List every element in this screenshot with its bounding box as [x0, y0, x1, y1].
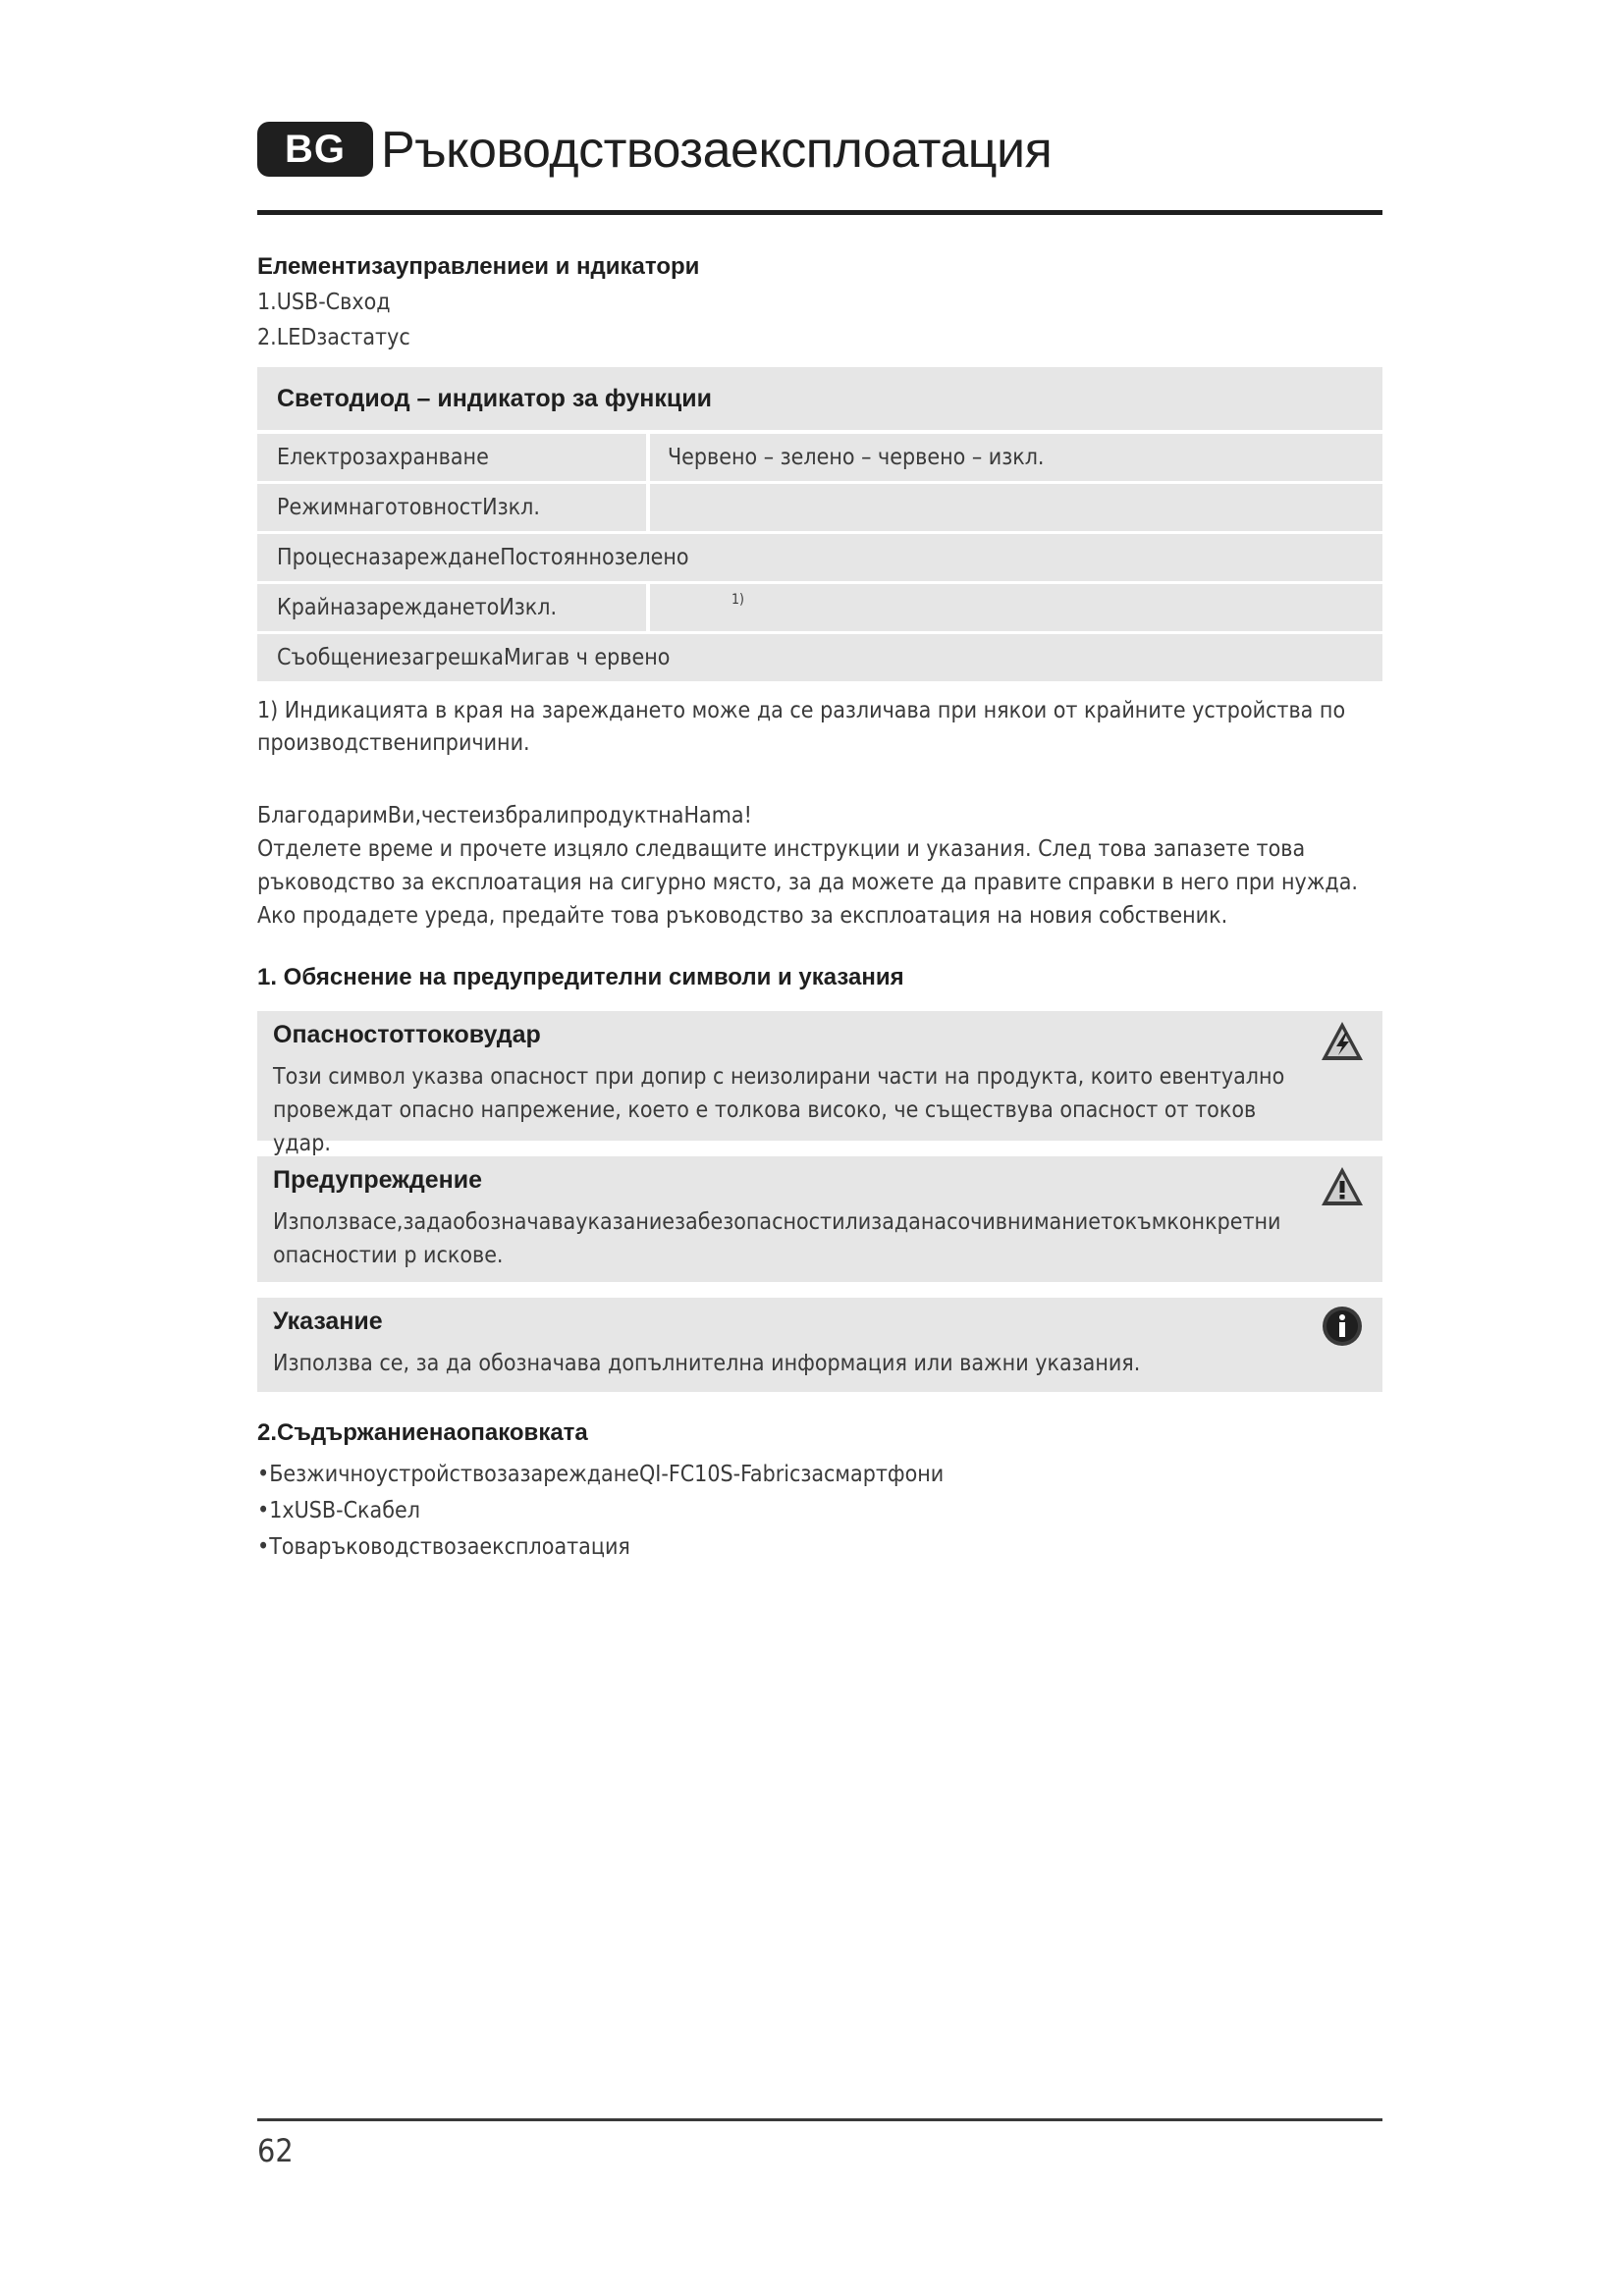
table-row — [257, 484, 1382, 531]
controls-section — [257, 249, 1382, 355]
box-text — [273, 1205, 1314, 1272]
table-cell-label: КрайназарежданетоИзкл. — [257, 584, 646, 631]
section2 — [257, 1415, 1382, 1566]
box-text-line: Използва се, за да обозначава допълнителна информация или важни указания. — [273, 1351, 1141, 1376]
page-header — [257, 116, 1382, 210]
intro-line: БлагодаримВи,честеизбралипродуктнаHama! — [257, 803, 752, 828]
intro-line: Ако продадете уреда, предайте това ръководство за експлоатация на новия собственик. — [257, 903, 1228, 929]
warning-box — [257, 1156, 1382, 1282]
table-cell-value — [650, 584, 1382, 631]
box-text-line: Използвасе,задаобозначавауказаниезабезопасностилизаданасочивниманиетокъмконкретни — [273, 1209, 1281, 1235]
electric-shock-box — [257, 1011, 1382, 1156]
list-item: •1xUSB-Скабел — [257, 1498, 420, 1523]
table-cell-label: ПроцесназарежданеПостояннозелено — [257, 534, 1382, 581]
table-row — [257, 534, 1382, 581]
list-item: •Товаръководствозаексплоатация — [257, 1534, 630, 1560]
box-text — [273, 1347, 1314, 1380]
table-cell-label: Електрозахранване — [257, 434, 646, 481]
footer-divider — [257, 2118, 1382, 2121]
info-icon — [1320, 1304, 1365, 1349]
footnote-line: производственипричини. — [257, 730, 530, 756]
box-text-line: провеждат опасно напрежение, което е толкова високо, че съществува опасност от токов удар. — [273, 1097, 1257, 1156]
led-indicator-table — [257, 367, 1382, 684]
table-cell-value: Червено – зелено – червено – изкл. — [650, 434, 1382, 481]
list-item: •БезжичноустройствозазарежданеQI-FC10S-Fabricзасмартфони — [257, 1462, 945, 1487]
page-title: Ръководствозаексплоатация — [381, 122, 1053, 179]
table-cell-value — [650, 484, 1382, 531]
table-row — [257, 434, 1382, 481]
footnote-line: 1) Индикацията в края на зареждането може да се различава при някои от крайните устройства по — [257, 698, 1346, 723]
section-heading: 1. Обяснение на предупредителни символи и указания — [257, 964, 904, 990]
controls-heading: Елементизауправлениеи и ндикатори — [257, 253, 700, 280]
section-heading: 2.Съдържаниенаопаковката — [257, 1419, 588, 1446]
header-divider — [257, 210, 1382, 215]
footnote-marker: 1) — [731, 592, 744, 608]
led-table-title: Светодиод – индикатор за функции — [257, 367, 1382, 430]
electric-shock-warning-icon — [1320, 1019, 1365, 1064]
section1-heading — [257, 960, 1382, 995]
page-number: 62 — [257, 2132, 294, 2169]
controls-item: 2.LEDзастатус — [257, 325, 410, 350]
language-badge: BG — [257, 122, 373, 177]
table-cell-label: РежимнаготовностИзкл. — [257, 484, 646, 531]
box-title: Указание — [273, 1308, 383, 1335]
warning-icon — [1320, 1164, 1365, 1209]
controls-item: 1.USB-Свход — [257, 290, 391, 315]
info-box — [257, 1298, 1382, 1392]
box-text — [273, 1060, 1314, 1160]
box-title: Опасностоттоковудар — [273, 1021, 541, 1048]
table-row — [257, 584, 1382, 631]
box-text-line: опасностии р искове. — [273, 1243, 504, 1268]
footnote — [257, 695, 1382, 760]
intro-paragraph — [257, 799, 1382, 933]
intro-line: Отделете време и прочете изцяло следващите инструкции и указания. След това запазете това — [257, 836, 1306, 862]
box-text-line: Този символ указва опасност при допир с неизолирани части на продукта, които евентуално — [273, 1064, 1285, 1090]
table-cell-label: СъобщениезагрешкаМигав ч ервено — [257, 634, 1382, 681]
box-title: Предупреждение — [273, 1166, 483, 1194]
table-row — [257, 634, 1382, 681]
intro-line: ръководство за експлоатация на сигурно място, за да можете да правите справки в него при нужда. — [257, 870, 1358, 895]
